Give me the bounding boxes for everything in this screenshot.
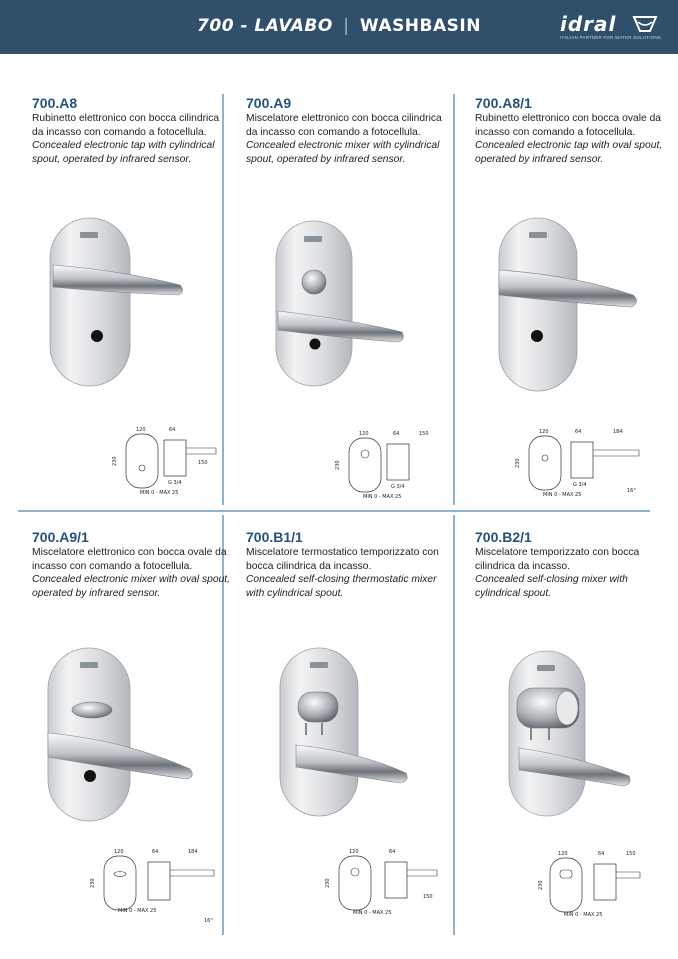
technical-drawing-700-a9 (335, 430, 445, 502)
technical-drawing-700-b1-1 (325, 848, 445, 920)
description-it: Rubinetto elettronico con bocca ovale da incasso con comando a fotocellula. (475, 113, 662, 138)
svg-text:230: 230 (515, 458, 521, 468)
product-700-a8-1 (475, 95, 675, 166)
svg-text:120: 120 (114, 849, 124, 855)
logo-tagline: ITALIAN PARTNER FOR WATER SOLUTIONS (560, 35, 662, 40)
column-divider (453, 94, 455, 505)
description-it: Miscelatore elettronico con bocca cilindrica da incasso con comando a fotocellula. (246, 113, 442, 138)
technical-drawing-700-a8 (112, 426, 222, 498)
product-image-700-a8-1 (493, 215, 643, 390)
svg-text:MIN 0 - MAX 25: MIN 0 - MAX 25 (564, 912, 603, 918)
svg-text:G 3/4: G 3/4 (573, 482, 587, 488)
svg-text:120: 120 (539, 429, 549, 435)
section-number: 700 - LAVABO (197, 16, 333, 36)
product-700-b1-1 (246, 529, 446, 600)
product-code: 700.A8 (32, 95, 78, 111)
product-image-700-b2-1 (505, 648, 655, 828)
description-en: Concealed self-closing thermostatic mixer with cylindrical spout. (246, 574, 437, 599)
svg-text:230: 230 (335, 460, 341, 470)
product-700-a8 (32, 95, 232, 166)
description-en: Concealed self-closing mixer with cylindrical spout. (475, 574, 628, 599)
svg-text:64: 64 (389, 849, 396, 855)
row-divider (18, 510, 650, 512)
product-image-700-a8 (48, 215, 198, 390)
svg-text:MIN 0 - MAX 25: MIN 0 - MAX 25 (118, 908, 157, 914)
svg-text:64: 64 (169, 427, 176, 433)
svg-text:230: 230 (325, 878, 331, 888)
svg-text:16°: 16° (627, 488, 636, 494)
svg-text:64: 64 (393, 431, 400, 437)
svg-text:230: 230 (112, 456, 118, 466)
svg-text:G 3/4: G 3/4 (168, 480, 182, 486)
technical-drawing-700-a9-1 (90, 848, 220, 926)
product-700-a9-1 (32, 529, 232, 600)
description-en: Concealed electronic tap with oval spout, operated by infrared sensor. (475, 140, 663, 165)
idral-logo (560, 12, 660, 44)
svg-text:64: 64 (152, 849, 159, 855)
svg-text:MIN 0 - MAX 25: MIN 0 - MAX 25 (363, 494, 402, 500)
product-image-700-a9-1 (44, 645, 194, 825)
svg-text:64: 64 (598, 851, 605, 857)
page-header (0, 0, 678, 54)
svg-text:230: 230 (538, 880, 544, 890)
description-it: Miscelatore elettronico con bocca ovale da incasso con comando a fotocellula. (32, 547, 227, 572)
svg-text:120: 120 (349, 849, 359, 855)
description-it: Rubinetto elettronico con bocca cilindrica da incasso con comando a fotocellula. (32, 113, 220, 138)
product-code: 700.B1/1 (246, 529, 303, 545)
description-it: Miscelatore temporizzato con bocca cilindrica da incasso. (475, 547, 640, 572)
product-image-700-b1-1 (276, 645, 426, 825)
svg-text:150: 150 (423, 894, 433, 900)
svg-text:184: 184 (613, 429, 623, 435)
description-it: Miscelatore termostatico temporizzato con bocca cilindrica da incasso. (246, 547, 439, 572)
svg-text:MIN 0 - MAX 25: MIN 0 - MAX 25 (140, 490, 179, 496)
product-code: 700.A9 (246, 95, 292, 111)
svg-text:150: 150 (419, 431, 429, 437)
product-code: 700.A9/1 (32, 529, 89, 545)
title-separator: | (343, 16, 350, 36)
column-divider (453, 515, 455, 935)
product-code: 700.A8/1 (475, 95, 532, 111)
technical-drawing-700-a8-1 (515, 428, 645, 500)
technical-drawing-700-b2-1 (540, 850, 650, 922)
svg-text:MIN 0 - MAX 25: MIN 0 - MAX 25 (543, 492, 582, 498)
svg-text:120: 120 (136, 427, 146, 433)
svg-text:150: 150 (198, 460, 208, 466)
svg-text:G 3/4: G 3/4 (391, 484, 405, 490)
product-image-700-a9 (272, 218, 422, 393)
svg-text:MIN 0 - MAX 25: MIN 0 - MAX 25 (353, 910, 392, 916)
product-700-a9 (246, 95, 446, 166)
description-en: Concealed electronic mixer with oval spout, operated by infrared sensor. (32, 574, 231, 599)
svg-text:230: 230 (90, 878, 96, 888)
product-code: 700.B2/1 (475, 529, 532, 545)
svg-text:184: 184 (188, 849, 198, 855)
description-en: Concealed electronic mixer with cylindrical spout, operated by infrared sensor. (246, 140, 440, 165)
description-en: Concealed electronic tap with cylindrical spout, operated by infrared sensor. (32, 140, 215, 165)
logo-word: idral (560, 12, 617, 36)
logo-mark-icon (632, 15, 658, 33)
svg-text:120: 120 (558, 851, 568, 857)
section-title: WASHBASIN (359, 16, 481, 36)
svg-text:120: 120 (359, 431, 369, 437)
svg-text:150: 150 (626, 851, 636, 857)
svg-text:16°: 16° (204, 918, 213, 924)
product-700-b2-1 (475, 529, 675, 600)
svg-text:64: 64 (575, 429, 582, 435)
